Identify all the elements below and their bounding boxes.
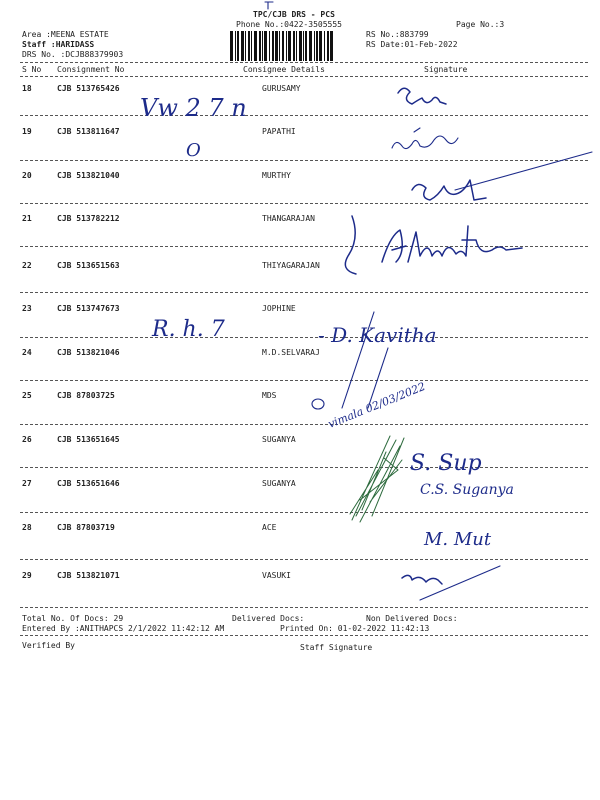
row-consignment: CJB 87803719	[57, 523, 115, 532]
printed-on: Printed On: 01-02-2022 11:42:13	[280, 624, 430, 633]
row-consignee: SUGANYA	[262, 435, 296, 444]
row-sno: 25	[22, 391, 32, 400]
area-label: Area :MEENA ESTATE	[22, 30, 109, 39]
signature-row25: vimala 02/03/2022	[326, 379, 428, 431]
row-consignee: THIYAGARAJAN	[262, 261, 320, 270]
row-sno: 19	[22, 127, 32, 136]
row-consignment: CJB 513821046	[57, 348, 120, 357]
row-sno: 22	[22, 261, 32, 270]
non-delivered-docs: Non Delivered Docs:	[366, 614, 458, 623]
signature-row27: C.S. Suganya	[420, 482, 514, 498]
row-consignment: CJB 513747673	[57, 304, 120, 313]
signature-bracket	[345, 216, 356, 274]
green-scribble	[350, 436, 404, 522]
signature-row28: M. Mut	[424, 529, 492, 550]
verified-by-label: Verified By	[22, 641, 75, 650]
row-sno: 27	[22, 479, 32, 488]
row-sno: 24	[22, 348, 32, 357]
handwritten-note-row23: R. h. 7	[152, 317, 225, 342]
drs-number: DRS No. :DCJB88379903	[22, 50, 124, 59]
row-consignment: CJB 513765426	[57, 84, 120, 93]
row-consignment: CJB 513782212	[57, 214, 120, 223]
signature-row20	[412, 180, 486, 200]
row-consignee: ACE	[262, 523, 277, 532]
row-consignee: GURUSAMY	[262, 84, 301, 93]
signature-row23: - D. Kavitha	[318, 323, 437, 347]
row-consignee: M.D.SELVARAJ	[262, 348, 320, 357]
handwritten-note-row18: Vw 2 7 n	[140, 94, 247, 122]
signature-row29	[402, 575, 442, 584]
entered-by: Entered By :ANITHAPCS 2/1/2022 11:42:12 AM	[22, 624, 225, 633]
row-consignment: CJB 513651646	[57, 479, 120, 488]
row-sno: 18	[22, 84, 32, 93]
col-signature: Signature	[424, 65, 468, 74]
rs-number: RS No.:883799	[366, 30, 429, 39]
page-number: Page No.:3	[456, 20, 505, 29]
row-sno: 21	[22, 214, 32, 223]
row-consignment: CJB 513821071	[57, 571, 120, 580]
row-sno: 28	[22, 523, 32, 532]
signature-row21	[382, 226, 522, 262]
signature-row19-stroke	[455, 152, 592, 190]
col-sno: S No	[22, 65, 42, 74]
row-consignment: CJB 513651645	[57, 435, 120, 444]
row-consignee: SUGANYA	[262, 479, 296, 488]
col-consignee: Consignee Details	[243, 65, 325, 74]
pen-tick-mark	[265, 2, 273, 9]
signature-row29-stroke	[420, 566, 500, 600]
row-sno: 26	[22, 435, 32, 444]
staff-label: Staff :HARIDASS	[22, 40, 95, 49]
row-consignment: CJB 513821040	[57, 171, 120, 180]
row-sno: 29	[22, 571, 32, 580]
total-docs: Total No. Of Docs: 29	[22, 614, 124, 623]
row-consignee: VASUKI	[262, 571, 291, 580]
row-consignee: THANGARAJAN	[262, 214, 315, 223]
delivered-docs: Delivered Docs:	[232, 614, 305, 623]
staff-signature-label: Staff Signature	[300, 643, 373, 652]
phone-number: Phone No.:0422-3505555	[236, 20, 342, 29]
row-sno: 23	[22, 304, 32, 313]
rs-date: RS Date:01-Feb-2022	[366, 40, 458, 49]
row-consignment: CJB 513811647	[57, 127, 120, 136]
signature-row26: S. Sup	[410, 451, 482, 476]
row-consignee: PAPATHI	[262, 127, 296, 136]
row-consignment: CJB 513651563	[57, 261, 120, 270]
report-title: TPC/CJB DRS - PCS	[253, 10, 335, 19]
col-consignment: Consignment No	[57, 65, 125, 74]
signature-row18	[398, 88, 446, 104]
row-consignee: MDS	[262, 391, 277, 400]
handwritten-note-row18-b: O	[186, 140, 201, 161]
row-consignee: MURTHY	[262, 171, 291, 180]
row-consignee: JOPHINE	[262, 304, 296, 313]
signature-row25-mark	[312, 399, 324, 409]
row-consignment: CJB 87803725	[57, 391, 115, 400]
row-sno: 20	[22, 171, 32, 180]
signature-row19	[392, 136, 458, 149]
